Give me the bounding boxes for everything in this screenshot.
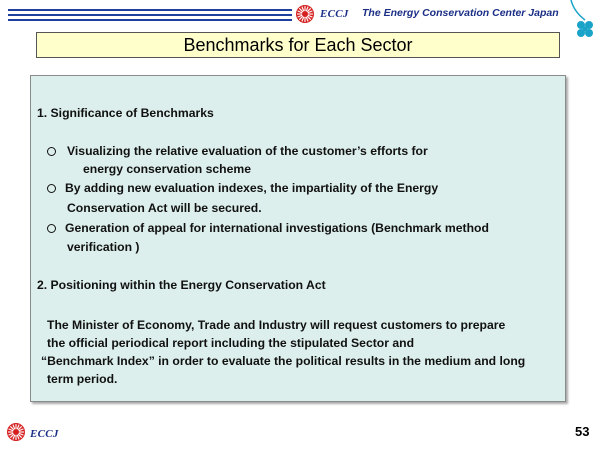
section-heading: 1. Significance of Benchmarks [37,106,214,120]
bullet-text-continuation: Conservation Act will be secured. [67,201,262,215]
organization-name: The Energy Conservation Center Japan [362,7,559,19]
section-heading: 2. Positioning within the Energy Conservation Act [37,278,326,292]
eccj-logo-icon [6,422,26,442]
paragraph-line: the official periodical report including the stipulated Sector and [47,336,415,350]
footer-logo-text: ECCJ [30,428,59,440]
page-number: 53 [575,424,590,439]
clover-leaf-icon [565,0,599,44]
bullet-text-continuation: energy conservation scheme [83,162,251,176]
header-rules [8,9,292,21]
bullet-circle-icon [47,184,56,193]
bullet-text-continuation: verification ) [67,240,140,254]
bullet-text: Visualizing the relative evaluation of the customer’s efforts for [67,144,428,158]
header-rule-line [8,19,292,21]
slide-title: Benchmarks for Each Sector [183,34,413,55]
paragraph-line: term period. [47,372,118,386]
paragraph-line: The Minister of Economy, Trade and Industry will request customers to prepare [47,318,506,332]
header-rule-line [8,14,292,16]
slide-title-box [36,32,560,58]
header-logo-text: ECCJ [320,8,349,20]
paragraph-line: “Benchmark Index” in order to evaluate the political results in the medium and long [41,354,526,368]
header-rule-line [8,9,292,11]
content-panel [30,75,566,402]
bullet-text: Generation of appeal for international investigations (Benchmark method [65,221,489,235]
bullet-circle-icon [47,147,56,156]
eccj-logo-icon [295,4,315,24]
bullet-circle-icon [47,224,56,233]
bullet-text: By adding new evaluation indexes, the impartiality of the Energy [65,181,439,195]
